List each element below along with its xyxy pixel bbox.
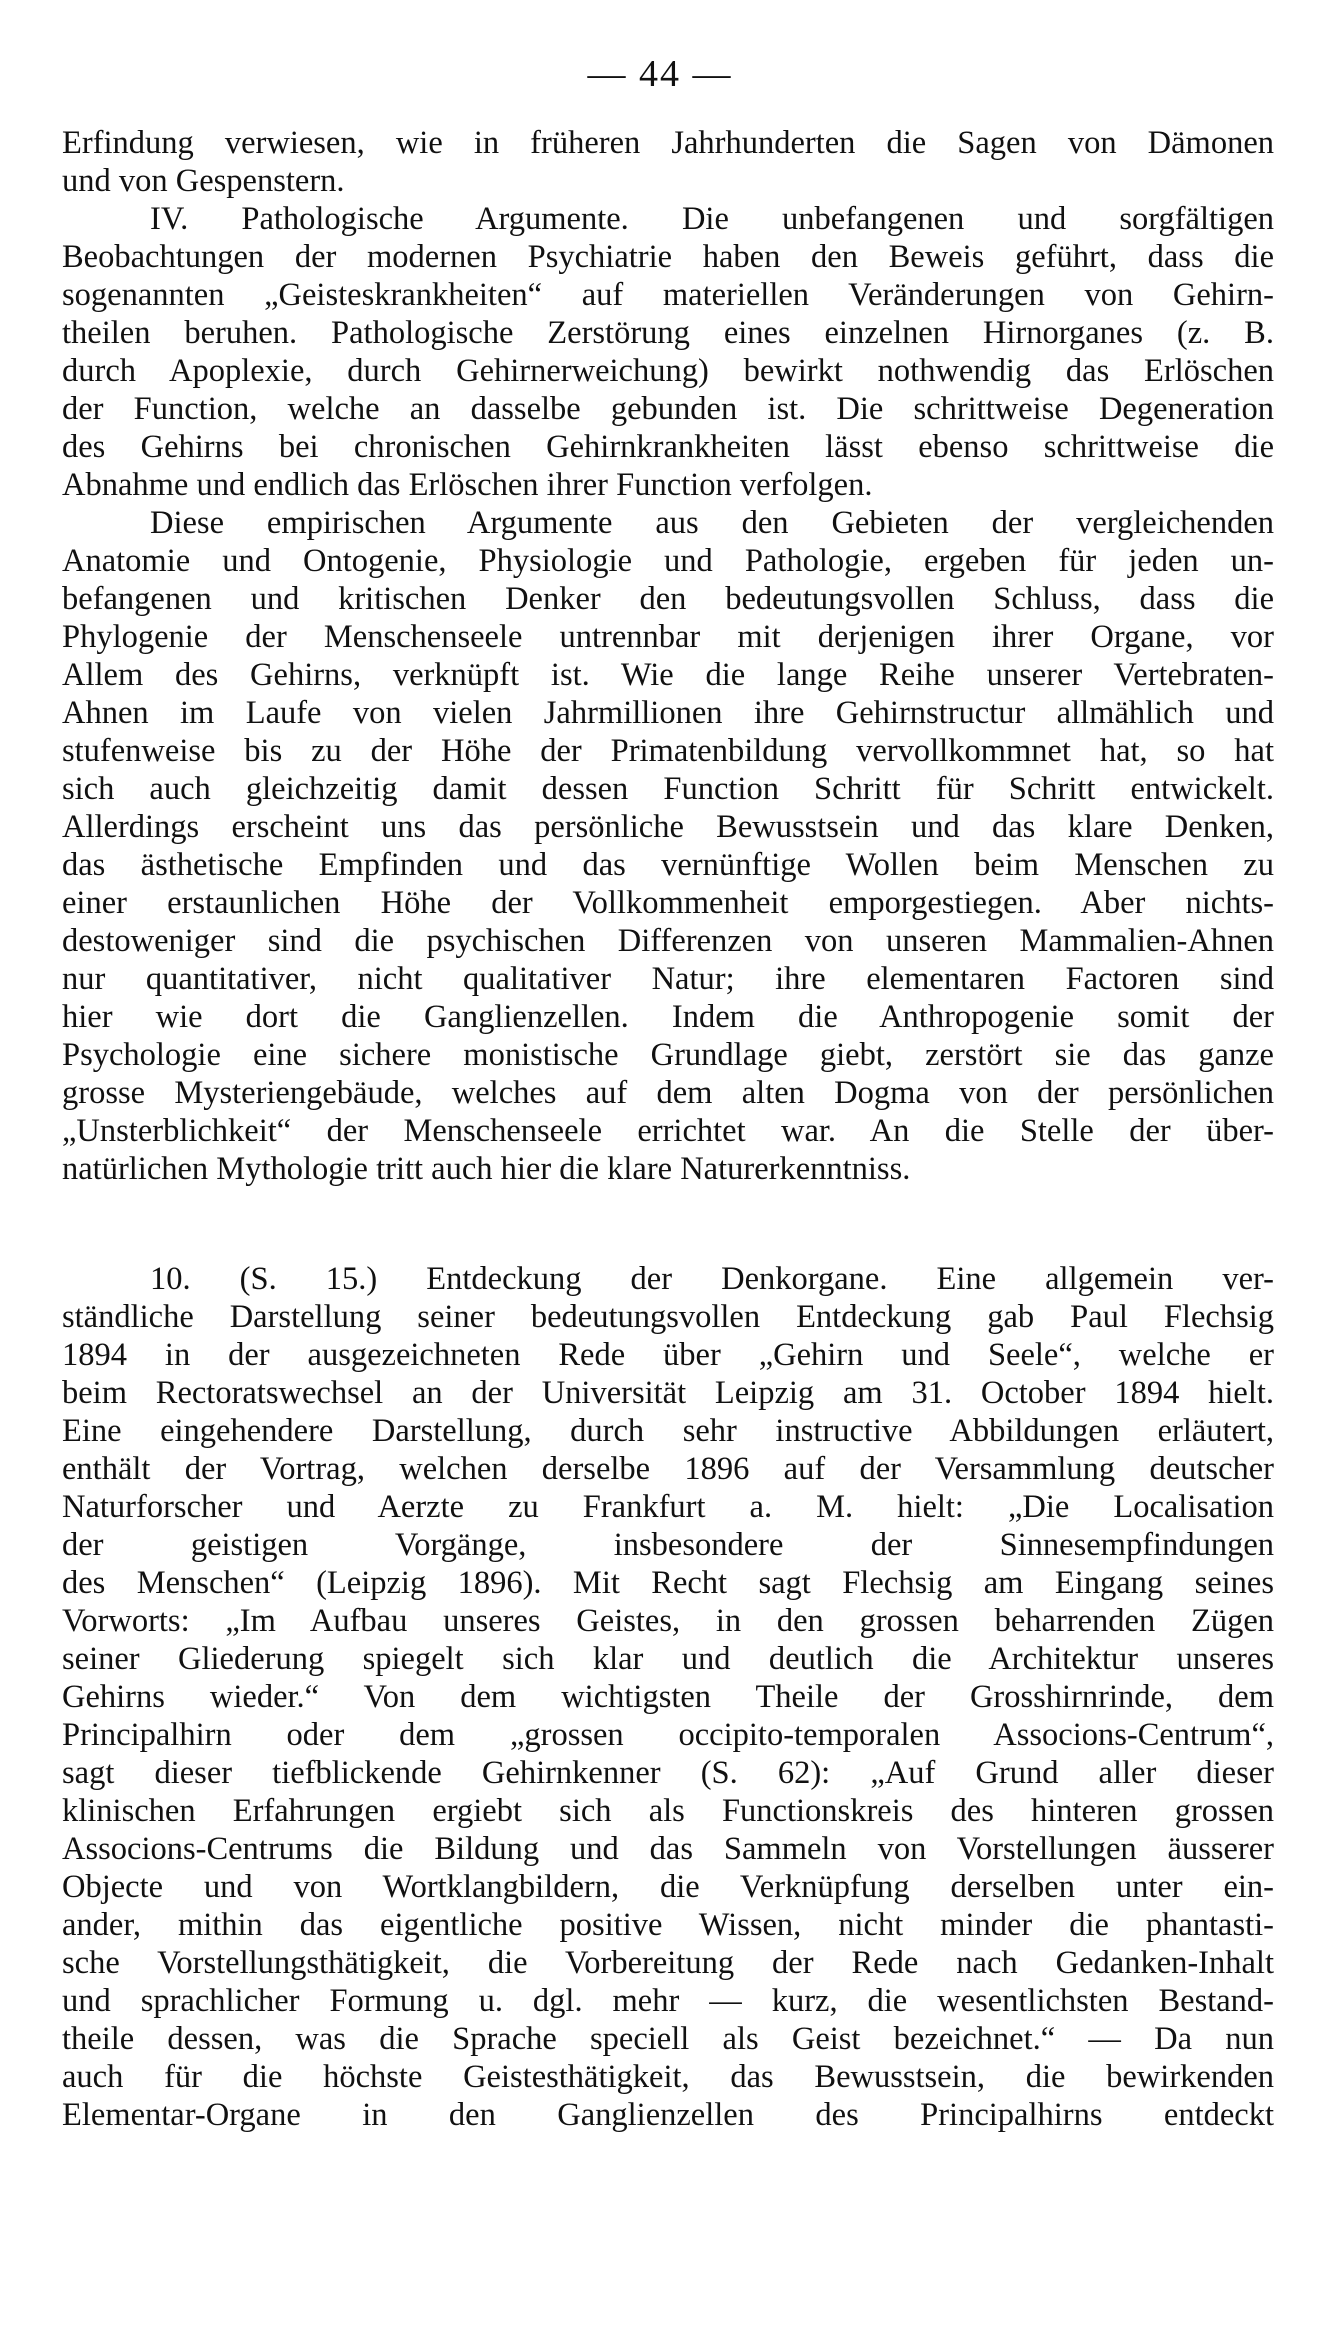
text-line: Objecte und von Wortklangbildern, die Verknüpfung derselben unter ein-	[62, 1869, 1274, 1905]
text-line: Associons-Centrums die Bildung und das Sammeln von Vorstellungen äusserer	[62, 1831, 1274, 1867]
text-line: natürlichen Mythologie tritt auch hier die klare Naturerkenntniss.	[62, 1151, 911, 1187]
text-line: Naturforscher und Aerzte zu Frankfurt a. M. hielt: „Die Localisation	[62, 1489, 1274, 1525]
text-line: Allerdings erscheint uns das persönliche Bewusstsein und das klare Denken,	[62, 809, 1274, 845]
text-line: Elementar-Organe in den Ganglienzellen des Principalhirns entdeckt	[62, 2097, 1274, 2133]
text-line: seiner Gliederung spiegelt sich klar und deutlich die Architektur unseres	[62, 1641, 1274, 1677]
text-line: grosse Mysteriengebäude, welches auf dem alten Dogma von der persönlichen	[62, 1075, 1274, 1111]
text-line: sich auch gleichzeitig damit dessen Function Schritt für Schritt entwickelt.	[62, 771, 1274, 807]
text-line: ander, mithin das eigentliche positive Wissen, nicht minder die phantasti-	[62, 1907, 1274, 1943]
page-number: — 44 —	[587, 53, 733, 95]
text-line: klinischen Erfahrungen ergiebt sich als Functionskreis des hinteren grossen	[62, 1793, 1274, 1829]
paragraph-gap	[62, 1188, 1274, 1260]
text-line: theilen beruhen. Pathologische Zerstörung eines einzelnen Hirnorganes (z. B.	[62, 315, 1274, 351]
text-line: Abnahme und endlich das Erlöschen ihrer Function verfolgen.	[62, 467, 873, 503]
text-line: auch für die höchste Geistesthätigkeit, das Bewusstsein, die bewirkenden	[62, 2059, 1274, 2095]
text-line: Vorworts: „Im Aufbau unseres Geistes, in den grossen beharrenden Zügen	[62, 1603, 1274, 1639]
text-line: nur quantitativer, nicht qualitativer Natur; ihre elementaren Factoren sind	[62, 961, 1274, 997]
text-line: 10. (S. 15.) Entdeckung der Denkorgane. Eine allgemein ver-	[150, 1261, 1274, 1297]
text-line: stufenweise bis zu der Höhe der Primatenbildung vervollkommnet hat, so hat	[62, 733, 1274, 769]
text-line: Diese empirischen Argumente aus den Gebieten der vergleichenden	[150, 505, 1274, 541]
text-line: Allem des Gehirns, verknüpft ist. Wie die lange Reihe unserer Vertebraten-	[62, 657, 1274, 693]
text-line: das ästhetische Empfinden und das vernünftige Wollen beim Menschen zu	[62, 847, 1274, 883]
text-line: Phylogenie der Menschenseele untrennbar mit derjenigen ihrer Organe, vor	[62, 619, 1274, 655]
text-line: „Unsterblichkeit“ der Menschenseele errichtet war. An die Stelle der über-	[62, 1113, 1274, 1149]
text-line: des Gehirns bei chronischen Gehirnkrankheiten lässt ebenso schrittweise die	[62, 429, 1274, 465]
text-line: IV. Pathologische Argumente. Die unbefangenen und sorgfältigen	[150, 201, 1274, 237]
text-line: und von Gespenstern.	[62, 163, 345, 199]
text-line: enthält der Vortrag, welchen derselbe 1896 auf der Versammlung deutscher	[62, 1451, 1274, 1487]
text-line: Anatomie und Ontogenie, Physiologie und Pathologie, ergeben für jeden un-	[62, 543, 1274, 579]
text-line: der geistigen Vorgänge, insbesondere der Sinnesempfindungen	[62, 1527, 1274, 1563]
text-line: sagt dieser tiefblickende Gehirnkenner (S. 62): „Auf Grund aller dieser	[62, 1755, 1274, 1791]
text-line: Eine eingehendere Darstellung, durch sehr instructive Abbildungen erläutert,	[62, 1413, 1274, 1449]
text-line: destoweniger sind die psychischen Differenzen von unseren Mammalien-Ahnen	[62, 923, 1274, 959]
text-line: Beobachtungen der modernen Psychiatrie haben den Beweis geführt, dass die	[62, 239, 1274, 275]
text-line: befangenen und kritischen Denker den bedeutungsvollen Schluss, dass die	[62, 581, 1274, 617]
text-line: Psychologie eine sichere monistische Grundlage giebt, zerstört sie das ganze	[62, 1037, 1274, 1073]
text-line: Gehirns wieder.“ Von dem wichtigsten Theile der Grosshirnrinde, dem	[62, 1679, 1274, 1715]
text-line: durch Apoplexie, durch Gehirnerweichung) bewirkt nothwendig das Erlöschen	[62, 353, 1274, 389]
text-line: sche Vorstellungsthätigkeit, die Vorbereitung der Rede nach Gedanken-Inhalt	[62, 1945, 1274, 1981]
text-line: der Function, welche an dasselbe gebunden ist. Die schrittweise Degeneration	[62, 391, 1274, 427]
text-line: sogenannten „Geisteskrankheiten“ auf materiellen Veränderungen von Gehirn-	[62, 277, 1274, 313]
text-line: Ahnen im Laufe von vielen Jahrmillionen ihre Gehirnstructur allmählich und	[62, 695, 1274, 731]
text-line: 1894 in der ausgezeichneten Rede über „Gehirn und Seele“, welche er	[62, 1337, 1274, 1373]
text-line: theile dessen, was die Sprache speciell als Geist bezeichnet.“ — Da nun	[62, 2021, 1274, 2057]
text-line: Erfindung verwiesen, wie in früheren Jahrhunderten die Sagen von Dämonen	[62, 125, 1274, 161]
text-line: hier wie dort die Ganglienzellen. Indem die Anthropogenie somit der	[62, 999, 1274, 1035]
text-line: beim Rectoratswechsel an der Universität Leipzig am 31. October 1894 hielt.	[62, 1375, 1274, 1411]
text-line: Principalhirn oder dem „grossen occipito-temporalen Associons-Centrum“,	[62, 1717, 1274, 1753]
text-line: des Menschen“ (Leipzig 1896). Mit Recht sagt Flechsig am Eingang seines	[62, 1565, 1274, 1601]
body-text	[62, 124, 1274, 2134]
text-line: und sprachlicher Formung u. dgl. mehr — kurz, die wesentlichsten Bestand-	[62, 1983, 1274, 2019]
text-line: ständliche Darstellung seiner bedeutungsvollen Entdeckung gab Paul Flechsig	[62, 1299, 1274, 1335]
text-line: einer erstaunlichen Höhe der Vollkommenheit emporgestiegen. Aber nichts-	[62, 885, 1274, 921]
